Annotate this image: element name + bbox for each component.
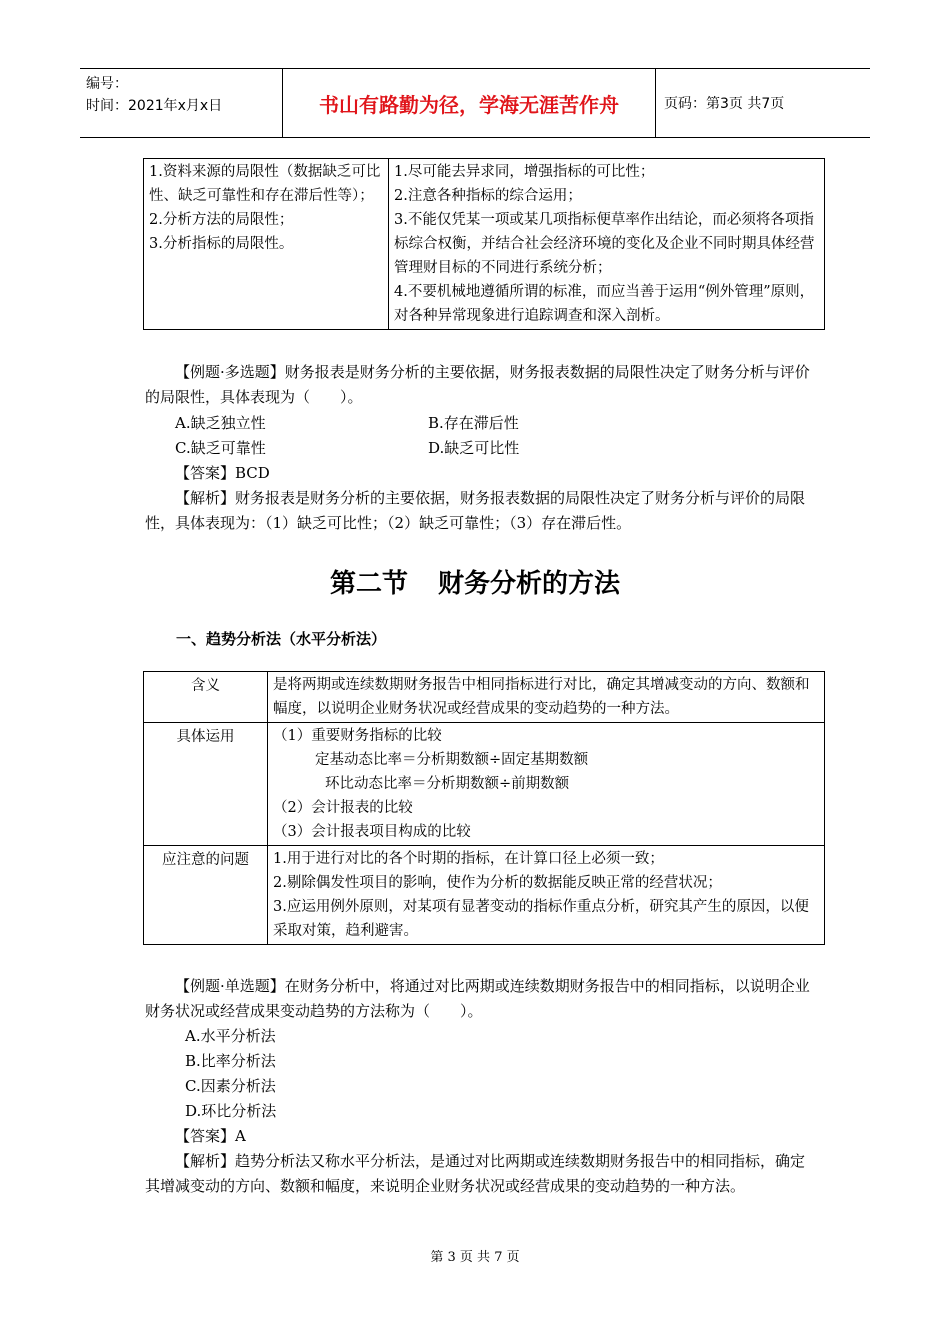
page-header (80, 68, 870, 138)
header-motto: 书山有路勤为径，学海无涯苦作舟 (282, 69, 656, 137)
usage-item: （2）会计报表的比较 (273, 800, 413, 816)
usage-item: （1）重要财务指标的比较 (273, 728, 442, 744)
example1-option-b: B.存在滞后性 (428, 414, 519, 432)
limitations-table (143, 158, 825, 330)
example1-option-a: A.缺乏独立性 (175, 414, 266, 432)
example2-question: 【例题·单选题】在财务分析中，将通过对比两期或连续数期财务报告中的相同指标，以说明企业财务状况或经营成果变动趋势的方法称为（ ）。 (145, 977, 810, 1020)
example2-analysis: 【解析】趋势分析法又称水平分析法，是通过对比两期或连续数期财务报告中的相同指标，确定其增减变动的方向、数额和幅度，来说明企业财务状况或经营成果的变动趋势的一种方法。 (145, 1152, 806, 1195)
example1-answer: 【答案】BCD (175, 464, 270, 482)
note-item: 2.剔除偶发性项目的影响，使作为分析的数据能反映正常的经营状况； (273, 875, 722, 891)
usage-label: 具体运用 (144, 723, 268, 846)
limitation-item: 1.资料来源的局限性（数据缺乏可比性、缺乏可靠性和存在滞后性等）； (149, 164, 381, 204)
note-item: 3.应运用例外原则，对某项有显著变动的指标作重点分析，研究其产生的原因，以便采取对策，趋利避害。 (273, 899, 809, 939)
example2-option: B.比率分析法 (185, 1052, 276, 1070)
note-item: 1.用于进行对比的各个时期的指标，在计算口径上必须一致； (273, 851, 664, 867)
notes-cell (268, 846, 825, 945)
example2-answer: 【答案】A (175, 1127, 246, 1145)
example1-analysis: 【解析】财务报表是财务分析的主要依据，财务报表数据的局限性决定了财务分析与评价的局限性，具体表现为：（1）缺乏可比性；（2）缺乏可靠性；（3）存在滞后性。 (145, 489, 806, 532)
remedy-item: 1.尽可能去异求同，增强指标的可比性； (394, 164, 655, 180)
example2-option: D.环比分析法 (185, 1102, 277, 1120)
header-meta (86, 73, 222, 117)
section-subtitle: 一、趋势分析法（水平分析法） (176, 630, 387, 648)
example2-option: A.水平分析法 (185, 1027, 276, 1045)
limitation-item: 2.分析方法的局限性； (149, 212, 294, 228)
header-page-label: 页码：第3页 共7页 (664, 96, 785, 112)
page-footer: 第 3 页 共 7 页 (430, 1250, 520, 1265)
trend-analysis-table (143, 671, 825, 945)
usage-formula: 定基动态比率＝分析期数额÷固定基期数额 (315, 752, 589, 768)
section-title (0, 563, 950, 600)
remedy-item: 3.不能仅凭某一项或某几项指标便草率作出结论，而必须将各项指标综合权衡，并结合社会经济环境的变化及企业不同时期具体经营管理财目标的不同进行系统分析； (394, 212, 815, 276)
notes-label: 应注意的问题 (144, 846, 268, 945)
example1-option-d: D.缺乏可比性 (428, 439, 520, 457)
limitations-cell (144, 159, 389, 330)
time-label: 时间：2021年x月x日 (86, 98, 223, 114)
usage-item: （3）会计报表项目构成的比较 (273, 824, 471, 840)
limitation-item: 3.分析指标的局限性。 (149, 236, 294, 252)
usage-cell (268, 723, 825, 846)
meaning-label: 含义 (144, 672, 268, 723)
meaning-text: 是将两期或连续数期财务报告中相同指标进行对比，确定其增减变动的方向、数额和幅度，以说明企业财务状况或经营成果的变动趋势的一种方法。 (268, 672, 825, 723)
section-number: 第二节 (329, 569, 408, 599)
example1-option-c: C.缺乏可靠性 (175, 439, 266, 457)
example1-question: 【例题·多选题】财务报表是财务分析的主要依据，财务报表数据的局限性决定了财务分析与评价的局限性，具体表现为（ ）。 (145, 363, 810, 406)
remedy-item: 4.不要机械地遵循所谓的标准，而应当善于运用“例外管理”原则，对各种异常现象进行追踪调查和深入剖析。 (394, 284, 815, 324)
example2-option: C.因素分析法 (185, 1077, 276, 1095)
number-label: 编号： (86, 76, 128, 92)
section-name: 财务分析的方法 (438, 569, 621, 599)
remedy-item: 2.注意各种指标的综合运用； (394, 188, 582, 204)
usage-formula: 环比动态比率＝分析期数额÷前期数额 (325, 776, 570, 792)
remedies-cell (389, 159, 825, 330)
